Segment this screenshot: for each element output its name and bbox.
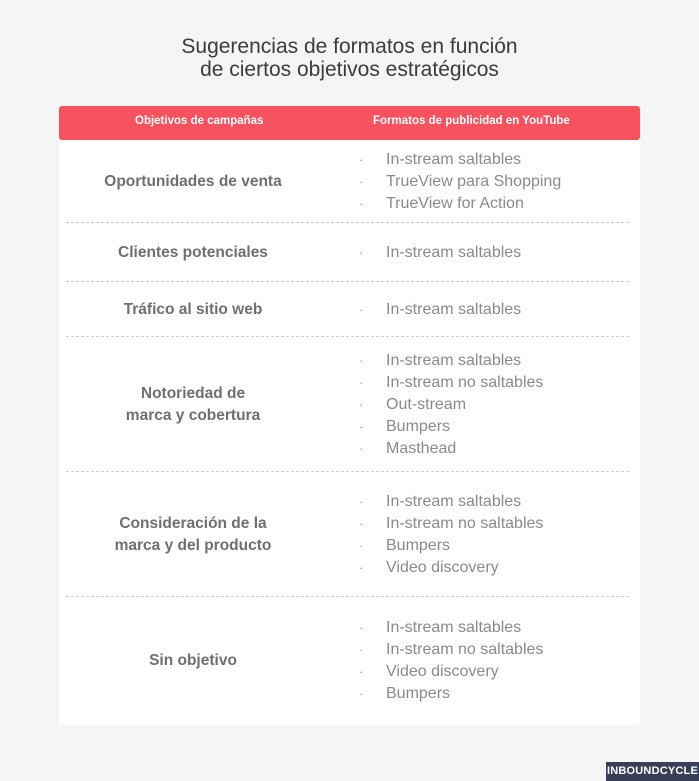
bullet-icon: ·	[359, 352, 364, 368]
format-label: In-stream no saltables	[386, 641, 544, 658]
format-label: In-stream saltables	[386, 150, 522, 168]
bullet-icon: ·	[359, 537, 364, 553]
table-row	[59, 597, 640, 725]
format-label: Video discovery	[386, 558, 499, 576]
objective-label: Tráfico al sitio web	[123, 300, 263, 318]
objective-cell	[59, 282, 327, 337]
bullet-icon: ·	[359, 301, 364, 317]
table-row	[59, 140, 640, 223]
format-label: In-stream saltables	[386, 619, 522, 636]
bullet-icon: ·	[359, 559, 364, 575]
format-label: TrueView para Shopping	[386, 172, 562, 190]
format-label: In-stream saltables	[386, 300, 522, 318]
bullet-icon: ·	[359, 418, 364, 434]
format-label: In-stream saltables	[386, 492, 522, 510]
title-line-2: de ciertos objetivos estratégicos	[200, 58, 499, 81]
bullet-icon: ·	[359, 244, 364, 260]
bullet-icon: ·	[359, 195, 364, 211]
format-label: TrueView for Action	[386, 194, 524, 212]
table-row	[59, 472, 640, 597]
format-label: Out-stream	[386, 395, 467, 413]
bullet-icon: ·	[359, 493, 364, 509]
format-label: In-stream saltables	[386, 351, 522, 369]
objective-label: Clientes potenciales	[118, 243, 268, 261]
bullet-icon: ·	[359, 396, 364, 412]
format-label: Masthead	[386, 439, 457, 457]
bullet-icon: ·	[359, 642, 364, 657]
bullet-icon: ·	[359, 151, 364, 167]
bullet-icon: ·	[359, 686, 364, 701]
objective-cell	[59, 337, 327, 472]
format-label: Bumpers	[386, 685, 451, 702]
objectives-formats-table	[59, 106, 640, 725]
format-label: In-stream no saltables	[386, 514, 544, 532]
objective-cell	[59, 140, 327, 223]
bullet-icon: ·	[359, 620, 364, 635]
table-header	[59, 106, 640, 140]
table-row	[59, 223, 640, 282]
objective-cell	[59, 597, 327, 725]
table-row	[59, 282, 640, 337]
table-row	[59, 337, 640, 472]
objective-label: Notoriedad de marca y cobertura	[125, 384, 261, 424]
page-title	[0, 35, 699, 81]
format-label: In-stream no saltables	[386, 373, 544, 391]
objective-cell	[59, 223, 327, 282]
objective-label: Consideración de la marca y del producto	[114, 514, 272, 554]
objective-label: Sin objetivo	[149, 652, 237, 669]
format-label: Video discovery	[386, 663, 499, 680]
bullet-icon: ·	[359, 440, 364, 456]
inboundcycle-logo: INBOUNDCYCLE	[606, 762, 699, 781]
format-label: Bumpers	[386, 536, 451, 554]
header-formats: Formatos de publicidad en YouTube	[373, 115, 570, 127]
format-label: In-stream saltables	[386, 243, 522, 261]
bullet-icon: ·	[359, 374, 364, 390]
bullet-icon: ·	[359, 515, 364, 531]
bullet-icon: ·	[359, 664, 364, 679]
objective-cell	[59, 472, 327, 597]
format-label: Bumpers	[386, 417, 451, 435]
title-line-1: Sugerencias de formatos en función	[181, 35, 518, 58]
objective-label: Oportunidades de venta	[104, 172, 282, 190]
bullet-icon: ·	[359, 173, 364, 189]
header-objectives: Objetivos de campañas	[135, 115, 264, 127]
